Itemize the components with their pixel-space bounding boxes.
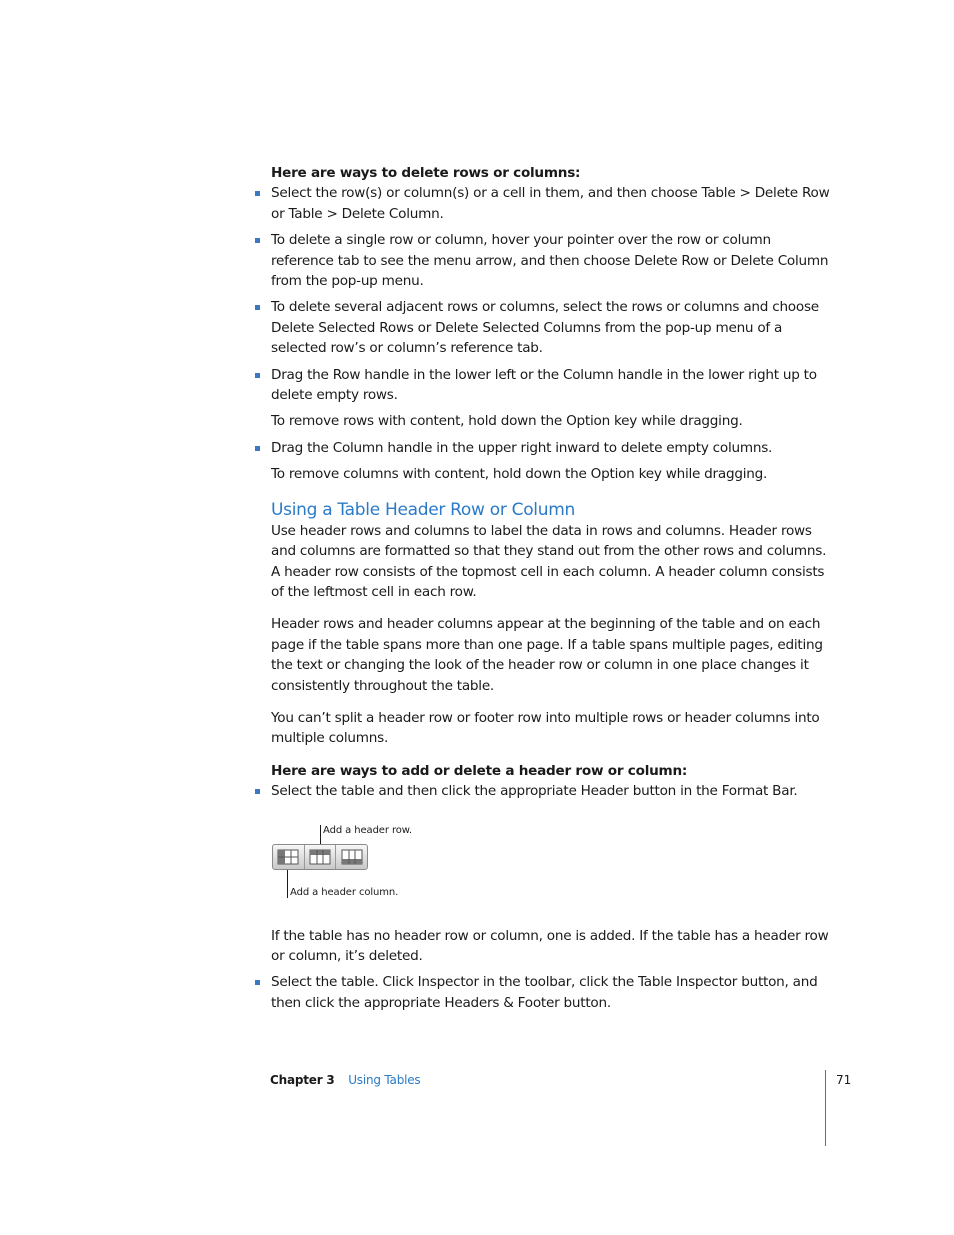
body-paragraph: Header rows and header columns appear at the beginning of the table and on each page if the table spans more than one page. If a table spans multiple pages, editing the text or changing the look of the header row or column in one place changes it consistently throughout the table. [271,616,823,694]
list-item-note: To remove rows with content, hold down the Option key while dragging. [271,413,743,430]
list-item-text: Select the row(s) or column(s) or a cell in them, and then choose Table > Delete Row or Table > Delete Column. [271,185,830,222]
page-footer [270,1071,420,1089]
add-delete-list [271,781,831,801]
header-row-icon [309,849,331,865]
footer-row-button[interactable] [336,845,367,869]
body-paragraph: Use header rows and columns to label the data in rows and columns. Header rows and columns are formatted so that they stand out from the other rows and columns. A header row consists of the topmost cell in each column. A header column consists of the leftmost cell in each row. [271,522,827,600]
list-item-text: Drag the Column handle in the upper right inward to delete empty columns. [271,439,773,456]
header-column-button[interactable] [273,845,305,869]
list-item-text: Select the table. Click Inspector in the toolbar, click the Table Inspector button, and then click the appropriate Headers & Footer button. [271,974,818,1011]
footer-chapter-title[interactable]: Using Tables [348,1073,421,1087]
callout-add-header-column: Add a header column. [290,886,399,898]
body-paragraph: You can’t split a header row or footer row into multiple rows or header columns into multiple columns. [271,709,820,747]
list-item-note: To remove columns with content, hold down the Option key while dragging. [271,466,768,483]
delete-ways-list [271,183,831,484]
inspector-list [271,972,831,1013]
body-paragraph: If the table has no header row or column, one is added. If the table has a header row or column, it’s deleted. [271,927,829,964]
page-number: 71 [836,1073,852,1087]
list-item [271,365,831,432]
header-column-icon [277,849,299,865]
list-item [271,781,831,801]
footer-row-icon [341,849,363,865]
delete-ways-heading: Here are ways to delete rows or columns: [271,165,581,181]
header-buttons-figure [271,808,831,926]
callout-add-header-row: Add a header row. [323,824,413,836]
section-title: Using a Table Header Row or Column [271,499,575,520]
header-button-group [272,844,368,870]
list-item [271,183,831,224]
header-row-button[interactable] [305,845,337,869]
add-delete-heading: Here are ways to add or delete a header row or column: [271,762,688,779]
list-item [271,438,831,485]
footer-chapter: Chapter 3 [270,1073,335,1087]
list-item [271,972,831,1013]
list-item [271,230,831,291]
list-item-text: To delete a single row or column, hover your pointer over the row or column reference tab to see the menu arrow, and then choose Delete Row or Delete Column from the pop-up menu. [271,232,829,290]
footer-rule [825,1070,826,1146]
list-item-text: To delete several adjacent rows or columns, select the rows or columns and choose Delete Selected Rows or Delete Selected Columns from the pop-up menu of a selected row’s or column’s reference tab. [271,299,819,357]
list-item [271,297,831,358]
list-item-text: Select the table and then click the appropriate Header button in the Format Bar. [271,783,798,800]
list-item-text: Drag the Row handle in the lower left or the Column handle in the lower right up to delete empty rows. [271,366,817,404]
page-content [271,163,831,1019]
